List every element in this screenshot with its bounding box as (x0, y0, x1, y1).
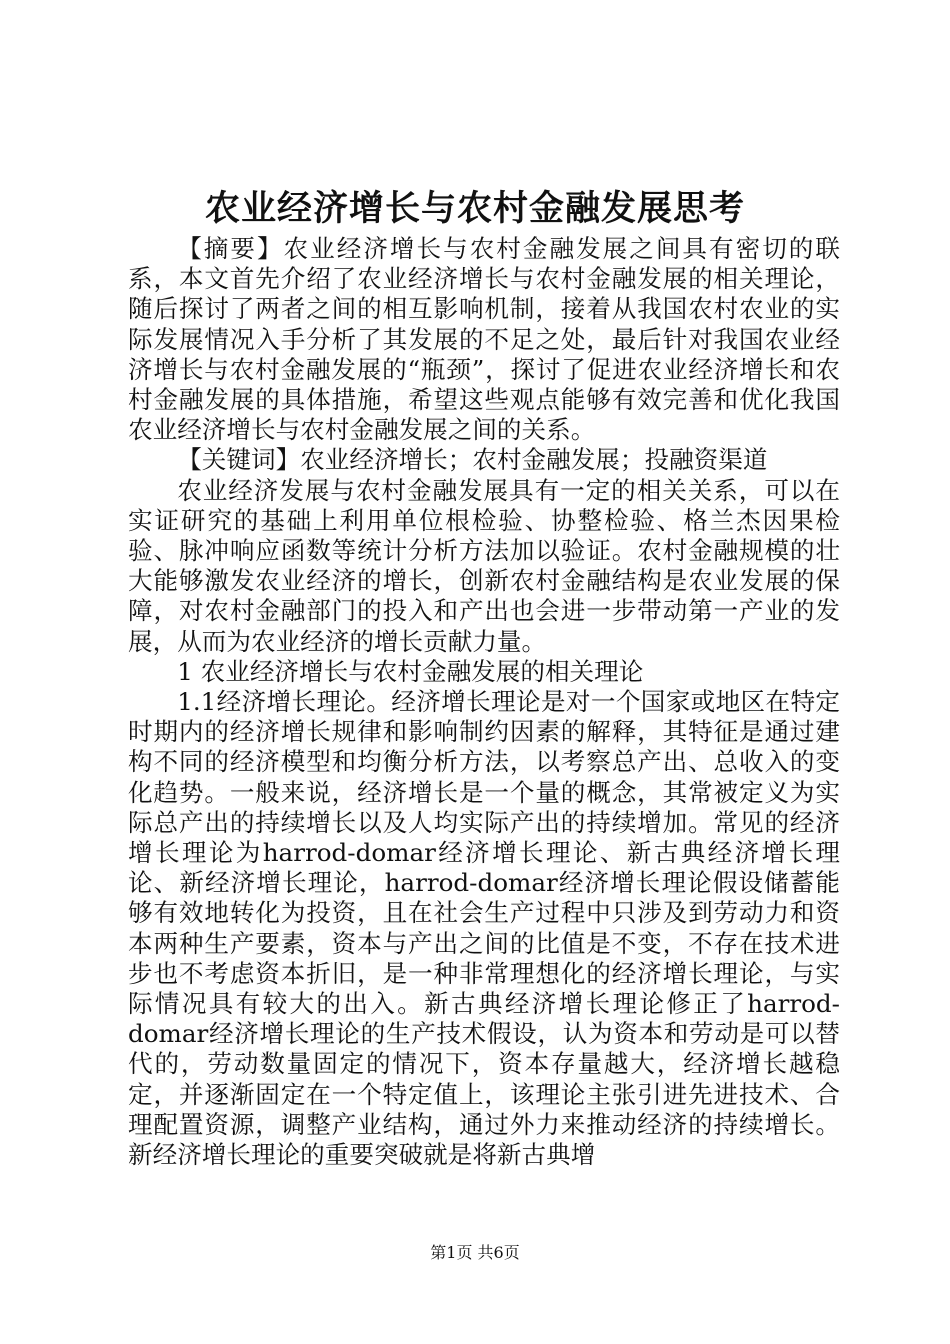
page-footer: 第1页 共6页 (430, 1243, 520, 1262)
intro-paragraph: 农业经济发展与农村金融发展具有一定的相关关系，可以在实证研究的基础上利用单位根检验、协整检验、格兰杰因果检验、脉冲响应函数等统计分析方法加以验证。农村金融规模的壮大能够激发农业经济的增长，创新农村金融结构是农业发展的保障，对农村金融部门的投入和产出也会进一步带动第一产业的发展，从而为农业经济的增长贡献力量。 (128, 475, 840, 656)
section-heading: 1 农业经济增长与农村金融发展的相关理论 (177, 656, 644, 686)
section-paragraph: 1.1经济增长理论。经济增长理论是对一个国家或地区在特定时期内的经济增长规律和影响制约因素的解释，其特征是通过建构不同的经济模型和均衡分析方法，以考察总产出、总收入的变化趋势。一般来说，经济增长是一个量的概念，其常被定义为实际总产出的持续增长以及人均实际产出的持续增加。常见的经济增长理论为harrod-domar经济增长理论、新古典经济增长理论、新经济增长理论，harrod-domar经济增长理论假设储蓄能够有效地转化为投资，且在社会生产过程中只涉及到劳动力和资本两种生产要素，资本与产出之间的比值是不变，不存在技术进步也不考虑资本折旧，是一种非常理想化的经济增长理论，与实际情况具有较大的出入。新古典经济增长理论修正了harrod-domar经济增长理论的生产技术假设，认为资本和劳动是可以替代的，劳动数量固定的情况下，资本存量越大，经济增长越稳定，并逐渐固定在一个特定值上，该理论主张引进先进技术、合理配置资源，调整产业结构，通过外力来推动经济的持续增长。新经济增长理论的重要突破就是将新古典增 (128, 687, 840, 1170)
abstract-paragraph: 【摘要】农业经济增长与农村金融发展之间具有密切的联系，本文首先介绍了农业经济增长与农村金融发展的相关理论，随后探讨了两者之间的相互影响机制，接着从我国农村农业的实际发展情况入手分析了其发展的不足之处，最后针对我国农业经济增长与农村金融发展的“瓶颈”，探讨了促进农业经济增长和农村金融发展的具体措施，希望这些观点能够有效完善和优化我国农业经济增长与农村金融发展之间的关系。 (128, 234, 840, 445)
document-title: 农业经济增长与农村金融发展思考 (204, 188, 745, 229)
document-body (128, 234, 840, 1170)
keywords-paragraph: 【关键词】农业经济增长；农村金融发展；投融资渠道 (177, 445, 768, 475)
